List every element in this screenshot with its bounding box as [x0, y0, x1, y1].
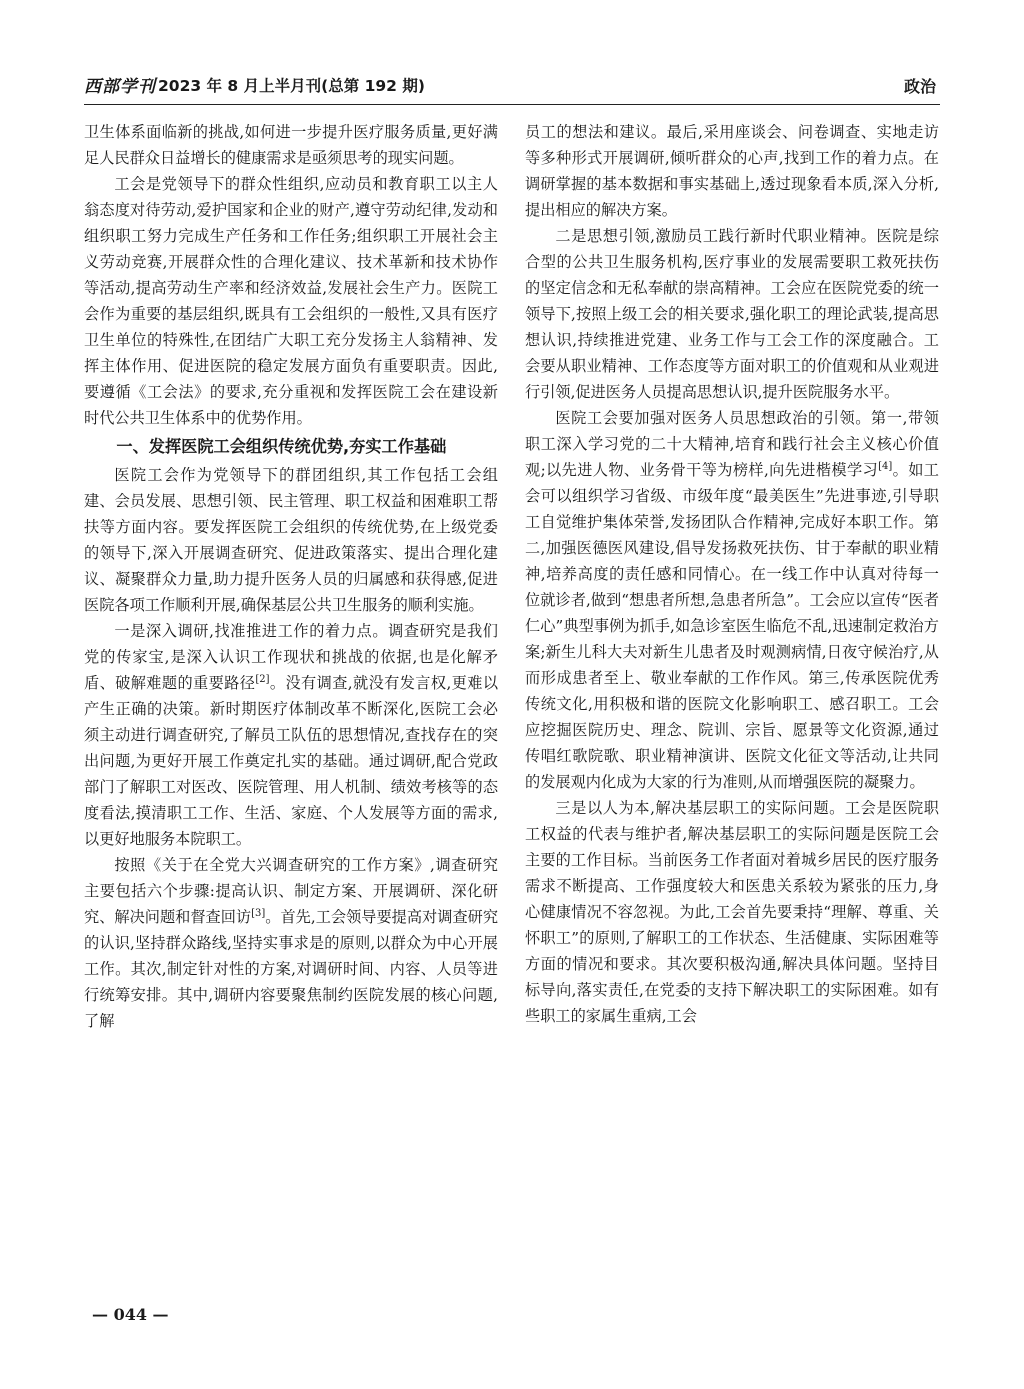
paragraph [84, 852, 498, 1034]
left-column [84, 119, 498, 1034]
paragraph: 卫生体系面临新的挑战,如何进一步提升医疗服务质量,更好满足人民群众日益增长的健康需求是亟须思考的现实问题。 [84, 123, 498, 167]
page-header [84, 70, 940, 105]
right-column [525, 119, 939, 1029]
paragraph-text: 。如工会可以组织学习省级、市级年度“最美医生”先进事迹,引导职工自觉维护集体荣誉,发扬团队合作精神,完成好本职工作。第二,加强医德医风建设,倡导发扬救死扶伤、甘于奉献的职业精神,培养高度的责任感和同情心。在一线工作中认真对待每一位就诊者,做到“想患者所想,急患者所急”。工会应以宣传“医者仁心”典型事例为抓手,如急诊室医生临危不乱,迅速制定救治方案;新生儿科大夫对新生儿患者及时观测病情,日夜守候治疗,从而形成患者至上、敬业奉献的工作作风。第三,传承医院优秀传统文化,用积极和谐的医院文化影响职工、感召职工。工会应挖掘医院历史、理念、院训、宗旨、愿景等文化资源,通过传唱红歌院歌、职业精神演讲、医院文化征文等活动,让共同的发展观内化成为大家的行为准则,从而增强医院的凝聚力。 [525, 461, 939, 791]
paragraph-text: 按照《关于在全党大兴调查研究的工作方案》,调查研究主要包括六个步骤:提高认识、制定方案、开展调研、深化研究、解决问题和督查回访 [84, 856, 498, 926]
paragraph: 员工的想法和建议。最后,采用座谈会、问卷调查、实地走访等多种形式开展调研,倾听群众的心声,找到工作的着力点。在调研掌握的基本数据和事实基础上,透过现象看本质,深入分析,提出相应的解决方案。 [525, 123, 939, 219]
journal-logo: 西部学刊 [84, 77, 156, 97]
section-heading: 一、发挥医院工会组织传统优势,夯实工作基础 [116, 437, 447, 456]
citation-ref: [2] [255, 673, 270, 685]
paragraph: 三是以人为本,解决基层职工的实际问题。工会是医院职工权益的代表与维护者,解决基层职工的实际问题是医院工会主要的工作目标。当前医务工作者面对着城乡居民的医疗服务需求不断提高、工作强度较大和医患关系较为紧张的压力,身心健康情况不容忽视。为此,工会首先要秉持“理解、尊重、关怀职工”的原则,了解职工的工作状态、生活健康、实际困难等方面的情况和要求。其次要积极沟通,解决具体问题。坚持目标导向,落实责任,在党委的支持下解决职工的实际困难。如有些职工的家属生重病,工会 [525, 799, 939, 1025]
paragraph-text: 。没有调查,就没有发言权,更难以产生正确的决策。新时期医疗体制改革不断深化,医院工会必须主动进行调查研究,了解员工队伍的思想情况,查找存在的突出问题,为更好开展工作奠定扎实的基础。通过调研,配合党政部门了解职工对医改、医院管理、用人机制、绩效考核等的态度看法,摸清职工工作、生活、家庭、个人发展等方面的需求,以更好地服务本院职工。 [84, 674, 499, 848]
paragraph-text: 医院工会要加强对医务人员思想政治的引领。第一,带领职工深入学习党的二十大精神,培育和践行社会主义核心价值观;以先进人物、业务骨干等为榜样,向先进楷模学习 [525, 409, 939, 479]
citation-ref: [3] [251, 907, 266, 919]
paragraph-text: 。首先,工会领导要提高对调查研究的认识,坚持群众路线,坚持实事求是的原则,以群众为中心开展工作。其次,制定针对性的方案,对调研时间、内容、人员等进行统筹安排。其中,调研内容要聚焦制约医院发展的核心问题,了解 [84, 908, 499, 1030]
citation-ref: [4] [878, 460, 893, 472]
paragraph: 二是思想引领,激励员工践行新时代职业精神。医院是综合型的公共卫生服务机构,医疗事业的发展需要职工救死扶伤的坚定信念和无私奉献的崇高精神。工会应在医院党委的统一领导下,按照上级工会的相关要求,强化职工的理论武装,提高思想认识,持续推进党建、业务工作与工会工作的深度融合。工会要从职业精神、工作态度等方面对职工的价值观和从业观进行引领,促进医务人员提高思想认识,提升医院服务水平。 [525, 227, 939, 401]
section-name: 政治 [903, 77, 936, 96]
paragraph-text: 一是深入调研,找准推进工作的着力点。调查研究是我们党的传家宝,是深入认识工作现状和挑战的依据,也是化解矛盾、破解难题的重要路径 [84, 622, 498, 692]
page-number: — 044 — [92, 1305, 169, 1324]
paragraph: 医院工会作为党领导下的群团组织,其工作包括工会组建、会员发展、思想引领、民主管理、职工权益和困难职工帮扶等方面内容。要发挥医院工会组织的传统优势,在上级党委的领导下,深入开展调查研究、促进政策落实、提出合理化建议、凝聚群众力量,助力提升医务人员的归属感和获得感,促进医院各项工作顺利开展,确保基层公共卫生服务的顺利实施。 [84, 466, 498, 614]
paragraph: 工会是党领导下的群众性组织,应动员和教育职工以主人翁态度对待劳动,爱护国家和企业的财产,遵守劳动纪律,发动和组织职工努力完成生产任务和工作任务;组织职工开展社会主义劳动竞赛,开展群众性的合理化建议、技术革新和技术协作等活动,提高劳动生产率和经济效益,发展社会生产力。医院工会作为重要的基层组织,既具有工会组织的一般性,又具有医疗卫生单位的特殊性,在团结广大职工充分发扬主人翁精神、发挥主体作用、促进医院的稳定发展方面负有重要职责。因此,要遵循《工会法》的要求,充分重视和发挥医院工会在建设新时代公共卫生体系中的优势作用。 [84, 175, 498, 427]
issue-info: 2023 年 8 月上半月刊(总第 192 期) [158, 77, 425, 95]
paragraph [84, 618, 498, 852]
paragraph [525, 405, 939, 795]
